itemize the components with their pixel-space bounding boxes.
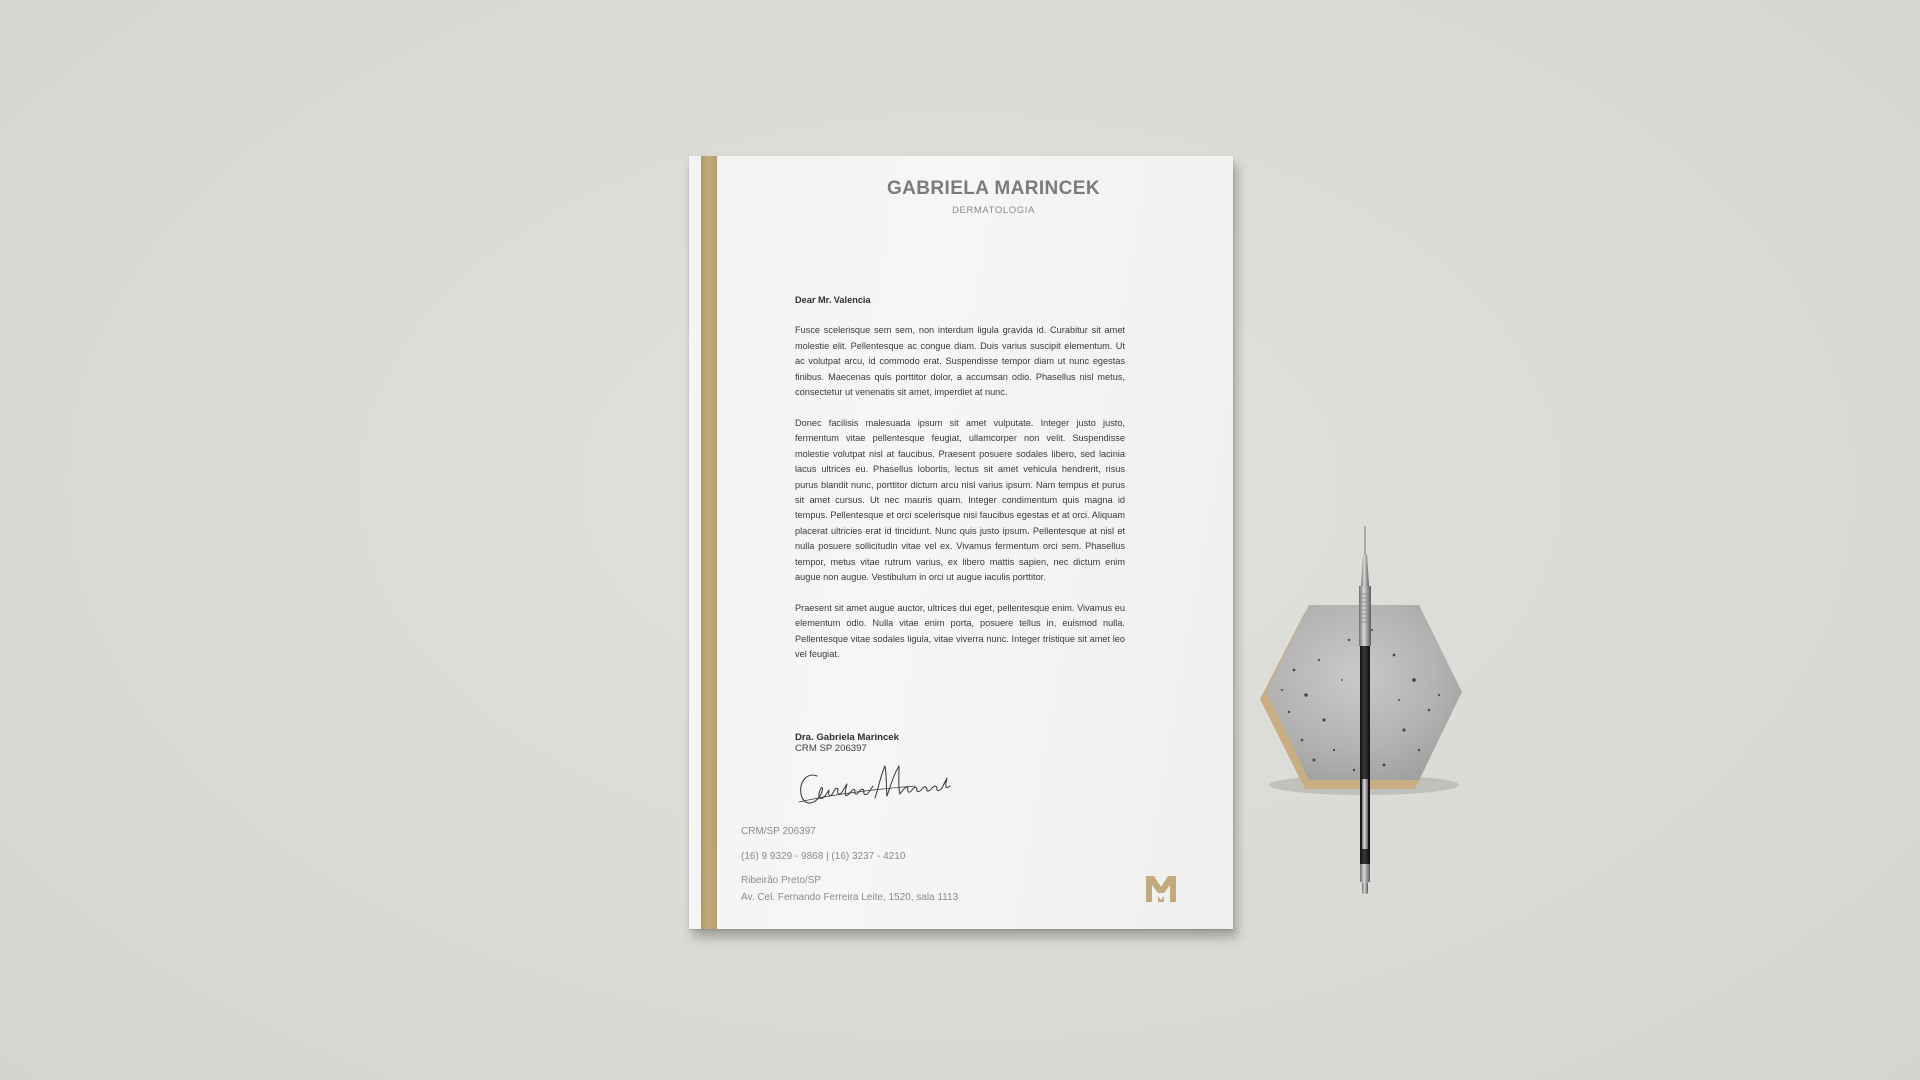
signatory-name: Dra. Gabriela Marincek: [795, 732, 899, 743]
gold-side-stripe: [701, 156, 717, 929]
letter-paragraph-2: Donec facilisis malesuada ipsum sit amet vulputate. Integer justo justo, fermentum vitae pellentesque feugiat, ullamcorper non velit. Suspendisse molestie volutpat nisl at faucibus. Praesent posuere sodales libero, sed lacinia lacus ultrices eu. Phasellus lobortis, lectus sit amet vehicula hendrerit, risus purus blandit nunc, porttitor dictum arcu nisl varius ipsum. Nam tempus et purus sit amet cursus. Ut nec mauris quam. Integer condimentum quis magna id tempus. Pellentesque et orci scelerisque nisi faucibus egestas et at orci. Aliquam placerat ultricies erat id tincidunt. Nunc quis justo ipsum. Pellentesque at nisl et nulla posuere sollicitudin vitae vel ex. Vivamus fermentum orci sem. Phasellus tempor, metus vitae rutrum varius, ex libero mattis sapien, nec dictum enim augue non augue. Vestibulum in orci ut augue iaculis porttitor.: [795, 417, 1125, 582]
footer-crm: CRM/SP 206397: [741, 826, 816, 837]
footer-phones: (16) 9 9329 - 9868 | (16) 3237 - 4210: [741, 851, 906, 862]
letter-paragraph-3: Praesent sit amet augue auctor, ultrices dui eget, pellentesque enim. Vivamus eu elementum odio. Nulla vitae enim porta, posuere tellus in, euismod nulla. Pellentesque vitae sodales ligula, vitae viverra nunc. Integer tristique sit amet leo vel feugiat.: [795, 602, 1125, 660]
letter-greeting: Dear Mr. Valencia: [795, 295, 871, 305]
footer-address: Av. Cel. Fernando Ferreira Leite, 1520, sala 1113: [741, 892, 959, 903]
letterhead-specialty: DERMATOLOGIA: [952, 205, 1035, 216]
letter-paragraph-1: Fusce scelerisque sem sem, non interdum ligula gravida id. Curabitur sit amet molestie elit. Pellentesque ac congue diam. Duis varius suscipit elementum. Ut ac volutpat arcu, id commodo erat. Suspendisse tempor diam ut nunc egestas finibus. Maecenas quis porttitor dolor, a accumsan odio. Phasellus nisl metus, consectetur ut venenatis sit amet, imperdiet at nunc.: [795, 325, 1125, 398]
letter-body: [795, 293, 1125, 678]
mg-monogram-logo-icon: [1143, 873, 1179, 905]
signature-block: [795, 732, 899, 754]
letterhead-paper: [689, 156, 1233, 929]
letterhead-name: GABRIELA MARINCEK: [887, 178, 1100, 199]
mechanical-pencil-icon: [1350, 524, 1380, 904]
footer-city: Ribeirão Preto/SP: [741, 875, 822, 886]
handwritten-signature: [795, 756, 955, 818]
signatory-crm: CRM SP 206397: [795, 743, 867, 754]
